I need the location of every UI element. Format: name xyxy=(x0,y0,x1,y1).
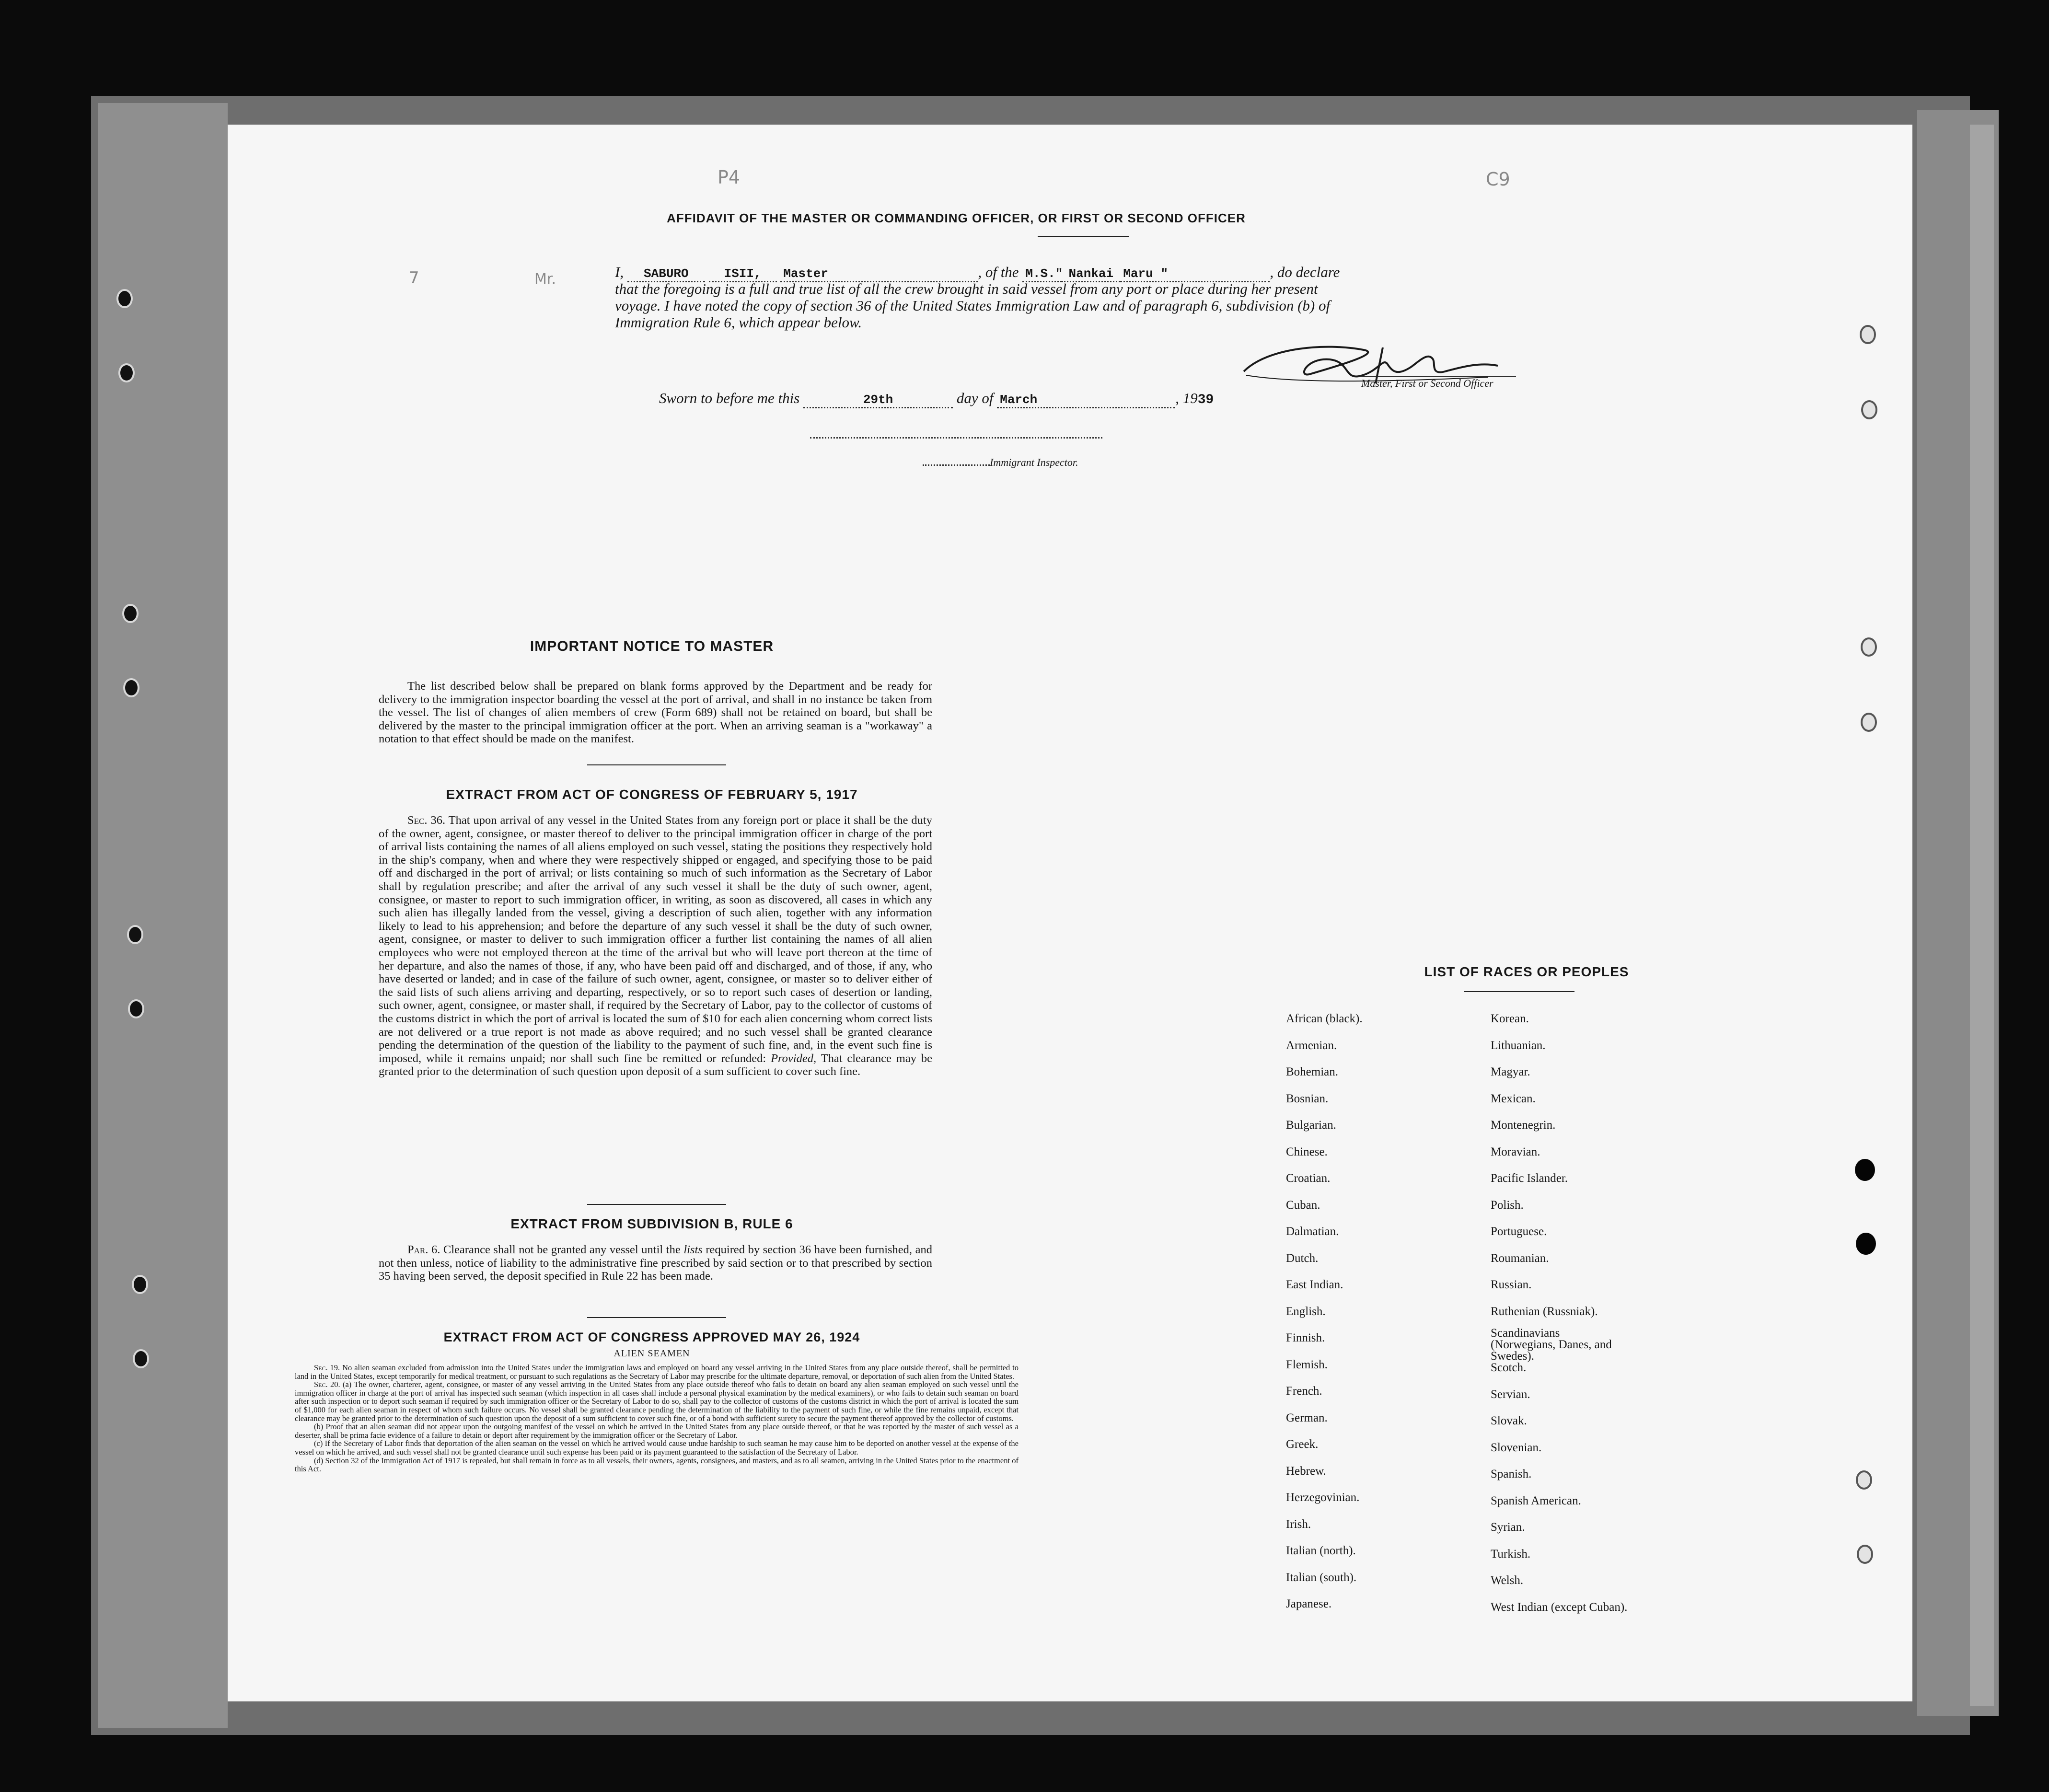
sworn-day: 29th xyxy=(803,393,953,408)
act-1924-body: Sec. 19. No alien seaman excluded from admission into the United States under the immigration laws and employed on board any vessel arriving in the United States from any place outside thereof, shall be permitted to land in the United States, except temporarily for medical treatment, or pursuant to such regulations as the Secretary of Labor may prescribe for the ultimate departure, removal, or deportation of such alien from the United States. Sec. 20. (a) The owner, charterer, agent, consignee, or master of any vessel arriving in the United States from any place outside thereof who fails to detain on board any alien seaman employed on such vessel until the immigration officer in charge at the port of arrival has inspected such seaman (which inspection in all cases shall include a personal physical examination by the medical examiners), or who fails to detain such seaman on board after such inspection or to deport such seaman if required by such immigration officer or the Secretary of Labor to do so, shall pay to the collector of customs of the customs district in which the port of arrival is located the sum of $1,000 for each alien seaman in respect of whom such failure occurs. No vessel shall be granted clearance pending the determination of the liability to the payment of such fine, or while the fine remains unpaid, except that clearance may be granted prior to the determination of such question upon the deposit of a sum sufficient to cover such fine, or of a bond with sufficient surety to secure the payment thereof approved by the collector of customs. (b) Proof that an alien seaman did not appear upon the outgoing manifest of the vessel on which he arrived in the United States from any place outside thereof, or that he was reported by the master of such vessel as a deserter, shall be prima facie evidence of a failure to detain or deport after requirement by the immigration officer or the Secretary of Labor. (c) If the Secretary of Labor finds that deportation of the alien seaman on the vessel on which he arrived would cause undue hardship to such seaman he may cause him to be deported on another vessel at the expense of the vessel on which he arrived, and such vessel shall not be granted clearance until such expense has been paid or its payment guaranteed to the satisfaction of the Secretary of Labor. (d) Section 32 of the Immigration Act of 1917 is repealed, but shall remain in force as to all vessels, their owners, agents, consignees, and masters, and as to all seamen, arriving in the United States prior to the enactment of this Act. xyxy=(295,1363,1019,1474)
affidavit-line-1: I, SABURO ISII, Master , of the M.S." Nankai Maru " , do declare xyxy=(615,264,1340,282)
race-item: Montenegrin. xyxy=(1491,1119,1556,1132)
race-item: Magyar. xyxy=(1491,1065,1530,1078)
binder-hole xyxy=(123,678,139,697)
race-item: Pacific Islander. xyxy=(1491,1172,1568,1185)
race-item: Flemish. xyxy=(1286,1358,1328,1371)
races-title: LIST OF RACES OR PEOPLES xyxy=(1424,964,1629,979)
page-mark: P4 xyxy=(718,167,741,188)
race-item: Cuban. xyxy=(1286,1198,1320,1212)
race-item: Herzegovinian. xyxy=(1286,1491,1360,1504)
affidavit-line-2: that the foregoing is a full and true list of all the crew brought in said vessel from any port or place during her present xyxy=(615,280,1318,297)
race-item: Hebrew. xyxy=(1286,1464,1326,1478)
race-item: West Indian (except Cuban). xyxy=(1491,1600,1628,1614)
race-item: Syrian. xyxy=(1491,1521,1525,1534)
race-item: Scotch. xyxy=(1491,1361,1527,1374)
race-item: Italian (south). xyxy=(1286,1571,1357,1584)
race-item: Bulgarian. xyxy=(1286,1119,1336,1132)
backing-sheet-edge-2 xyxy=(1970,125,1994,1706)
sworn-line: Sworn to before me this 29th day of March , 1939 xyxy=(659,390,1214,407)
race-item: Moravian. xyxy=(1491,1145,1540,1158)
binder-hole xyxy=(1857,1545,1873,1564)
section-rule xyxy=(587,1317,726,1318)
race-item: German. xyxy=(1286,1411,1328,1424)
sworn-month: March xyxy=(997,393,1175,408)
races-rule xyxy=(1464,991,1574,992)
race-item: Roumanian. xyxy=(1491,1251,1549,1265)
signature-caption: Master, First or Second Officer xyxy=(1361,377,1493,389)
race-item: Welsh. xyxy=(1491,1574,1524,1587)
races-left-column xyxy=(1286,1006,1363,1618)
binder-hole xyxy=(1856,1233,1876,1255)
vessel-suffix: Maru " xyxy=(1120,266,1270,282)
affidavit-line-4: Immigration Rule 6, which appear below. xyxy=(615,314,862,331)
vessel-prefix: M.S." xyxy=(1022,266,1062,282)
binder-hole xyxy=(128,999,144,1018)
race-item: Ruthenian (Russniak). xyxy=(1491,1305,1598,1318)
signature-rule xyxy=(1358,376,1516,377)
binder-hole xyxy=(127,925,143,944)
race-item: Lithuanian. xyxy=(1491,1039,1546,1052)
race-item: Bohemian. xyxy=(1286,1065,1339,1078)
act-1917-title: EXTRACT FROM ACT OF CONGRESS OF FEBRUARY 5, 1917 xyxy=(446,787,858,802)
act-1917-body: Sec. 36. That upon arrival of any vessel in the United States from any foreign port or place it shall be the duty of the owner, agent, consignee, or master thereof to deliver to the principal immigration officer in charge of the port of arrival lists containing the names of all aliens employed on such vessel, stating the positions they respectively hold in the ship's company, when and where they were respectively shipped or engaged, and specifying those to be paid off and discharged in the port of arrival; or lists containing so much of such information as the Secretary of Labor shall by regulation prescribe; and after the arrival of any such vessel it shall be the duty of such owner, agent, consignee, or master to report to such immigration officer, in writing, as soon as discovered, all cases in which any such alien has illegally landed from the vessel, giving a description of such alien, together with any information likely to lead to his apprehension; and before the departure of any such vessel it shall be the duty of such owner, agent, consignee, or master to deliver to such immigration officer a further list containing the names of all alien employees who were not employed thereon at the time of the arrival but who will leave port thereon at the time of her departure, and also the names of those, if any, who have been paid off and discharged, and of those, if any, who have deserted or landed; and in case of the failure of such owner, agent, consignee, or master so to deliver either of the said lists of such aliens arriving and departing, respectively, or so to report such cases of desertion or landing, such owner, agent, consignee, or master shall, if required by the Secretary of Labor, pay to the collector of customs of the customs district in which the port of arrival is located the sum of $10 for each alien concerning whom correct lists are not delivered or a true report is not made as above required; and no such vessel shall be granted clearance pending the determination of the question of the liability to the payment of such fine, and, in the event such fine is imposed, while it remains unpaid; nor shall such fine be remitted or refunded: Provided, That clearance may be granted prior to the determination of such question upon deposit of a sum sufficient to cover such fine. xyxy=(379,814,933,1078)
binder-hole xyxy=(122,604,139,623)
race-item: Mexican. xyxy=(1491,1092,1536,1105)
race-item: Spanish. xyxy=(1491,1468,1532,1480)
race-item: Scandinavians (Norwegians, Danes, and Swedes). xyxy=(1491,1327,1612,1363)
section-rule xyxy=(587,1204,726,1205)
corner-mark: C9 xyxy=(1486,169,1510,190)
race-item: French. xyxy=(1286,1385,1322,1398)
race-item: Korean. xyxy=(1491,1012,1529,1025)
binder-hole xyxy=(1855,1159,1875,1181)
race-item: Chinese. xyxy=(1286,1145,1328,1158)
race-item: Slovak. xyxy=(1491,1414,1527,1427)
race-item: Armenian. xyxy=(1286,1039,1337,1052)
title-rule xyxy=(1038,236,1129,237)
race-item: English. xyxy=(1286,1305,1326,1318)
binder-strip xyxy=(98,103,228,1728)
notice-title: IMPORTANT NOTICE TO MASTER xyxy=(530,638,774,654)
inspector-caption-line xyxy=(923,456,1078,469)
vessel-name: Nankai xyxy=(1062,266,1120,282)
left-mark: Mr. xyxy=(534,271,556,288)
binder-hole xyxy=(1861,637,1877,657)
race-item: Russian. xyxy=(1491,1278,1532,1291)
bleed-through xyxy=(717,185,725,206)
race-item: Slovenian. xyxy=(1491,1441,1542,1454)
affidavit-title: AFFIDAVIT OF THE MASTER OR COMMANDING OFFICER, OR FIRST OR SECOND OFFICER xyxy=(667,211,1246,225)
binder-hole xyxy=(118,363,135,382)
race-item: Servian. xyxy=(1491,1387,1530,1401)
race-item: Portuguese. xyxy=(1491,1225,1547,1238)
race-item: Japanese. xyxy=(1286,1597,1332,1610)
race-item: Polish. xyxy=(1491,1198,1524,1212)
inspector-signature-line xyxy=(810,437,1102,439)
act-1924-title: EXTRACT FROM ACT OF CONGRESS APPROVED MAY 26, 1924 xyxy=(443,1330,860,1344)
inspector-caption: Immigrant Inspector. xyxy=(990,456,1078,468)
race-item: East Indian. xyxy=(1286,1278,1343,1291)
binder-hole xyxy=(1861,713,1877,732)
race-item: Bosnian. xyxy=(1286,1092,1329,1105)
race-item: Finnish. xyxy=(1286,1331,1325,1344)
race-item: Dalmatian. xyxy=(1286,1225,1339,1238)
master-last-name: ISII, xyxy=(709,266,777,282)
left-mark: 7 xyxy=(409,268,419,288)
race-item: Turkish. xyxy=(1491,1547,1531,1561)
binder-hole xyxy=(116,289,133,308)
binder-hole xyxy=(1861,400,1877,419)
race-item: Croatian. xyxy=(1286,1172,1331,1185)
race-item: Italian (north). xyxy=(1286,1544,1356,1557)
act-1924-subtitle: ALIEN SEAMEN xyxy=(614,1348,690,1359)
master-rank: Master xyxy=(780,266,978,282)
rule-6-title: EXTRACT FROM SUBDIVISION B, RULE 6 xyxy=(510,1216,793,1231)
affidavit-line-3: voyage. I have noted the copy of section 36 of the United States Immigration Law and of paragraph 6, subdivision (b) of xyxy=(615,297,1331,314)
sworn-year: 39 xyxy=(1197,393,1214,407)
notice-body: The list described below shall be prepared on blank forms approved by the Department and be ready for delivery to the immigration inspector boarding the vessel at the port of arrival, and shall in no instance be taken from the vessel. The list of changes of alien members of crew (Form 689) shall not be retained on board, but shall be delivered by the master to the principal immigration officer at the port. When an arriving seaman is a "workaway" a notation to that effect should be made on the manifest. xyxy=(379,680,932,746)
binder-hole xyxy=(1856,1470,1872,1490)
binder-hole xyxy=(1860,325,1876,344)
race-item: Spanish American. xyxy=(1491,1494,1581,1507)
races-right-column xyxy=(1491,1006,1627,1620)
race-item: Irish. xyxy=(1286,1517,1311,1531)
rule-6-body: Par. 6. Clearance shall not be granted any vessel until the lists required by section 36 have been furnished, and not then unless, notice of liability to the administrative fine prescribed by said section or to that prescribed by section 35 having been served, the deposit specified in Rule 22 has been made. xyxy=(379,1243,932,1283)
race-item: Greek. xyxy=(1286,1438,1319,1451)
section-rule xyxy=(587,764,726,765)
master-first-name: SABURO xyxy=(627,266,705,282)
race-item: Dutch. xyxy=(1286,1251,1319,1265)
binder-hole xyxy=(133,1349,149,1368)
binder-hole xyxy=(132,1275,148,1294)
race-item: African (black). xyxy=(1286,1012,1363,1025)
manifest-page xyxy=(228,125,1912,1701)
